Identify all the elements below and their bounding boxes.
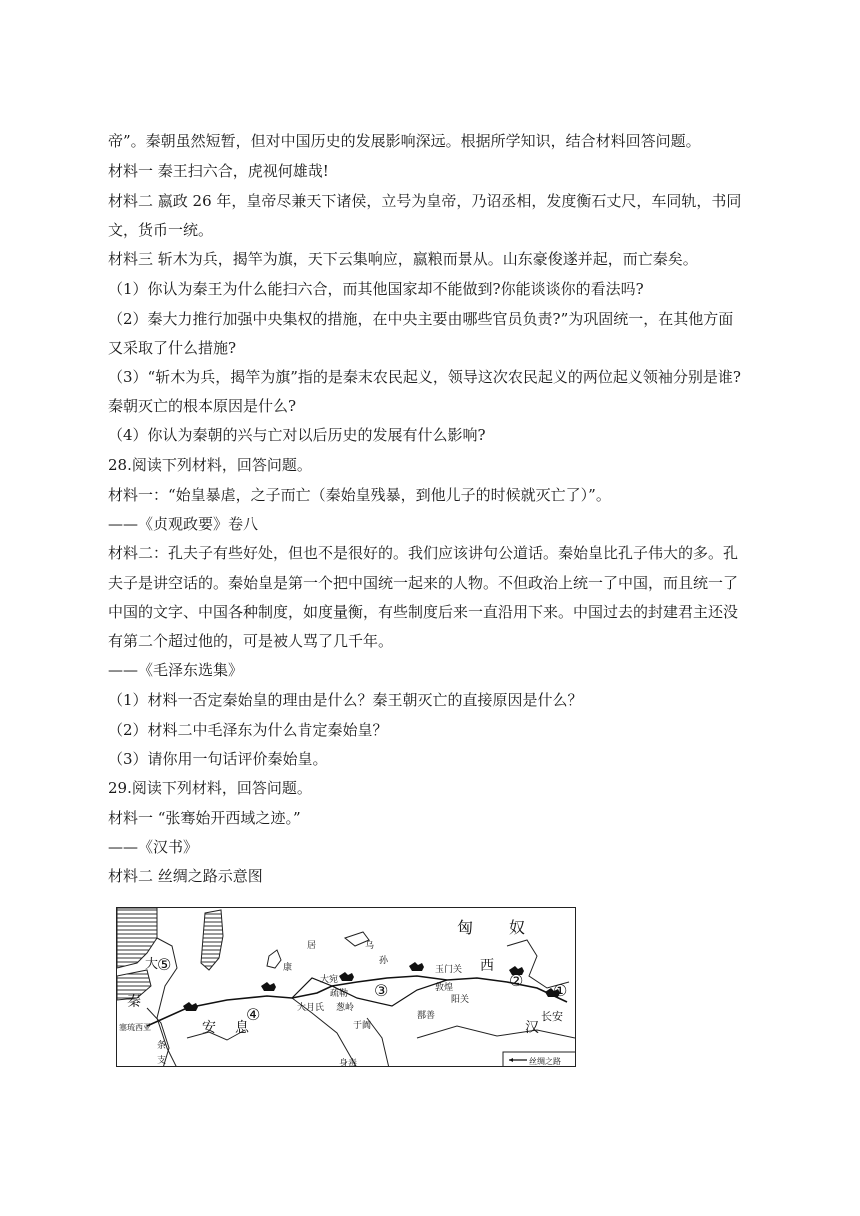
question-line: （3）请你用一句话评价秦始皇。 (108, 750, 328, 768)
text-line: 材料三 斩木为兵，揭竿为旗，天下云集响应，嬴粮而景从。山东豪俊遂并起，而亡秦矣。 (108, 250, 698, 268)
label-pamir: 葱岭 (336, 1003, 355, 1013)
silk-road-map (116, 907, 576, 1067)
marker-1: ① (553, 981, 568, 1000)
question-line: 秦朝灭亡的根本原因是什么? (108, 397, 297, 415)
camel-icons (183, 962, 560, 1011)
text-line: 材料二：孔夫子有些好处，但也不是很好的。我们应该讲句公道话。秦始皇比孔子伟大的多。孔 (108, 544, 739, 562)
citation: ——《贞观政要》卷八 (108, 515, 259, 533)
label-shanshan: 鄯善 (417, 1011, 436, 1021)
label-han: 汉 (525, 1020, 539, 1036)
label-ju: 居 (307, 941, 317, 951)
silk-road-map-svg (117, 908, 576, 1067)
text-line: 夫子是讲空话的。秦始皇是第一个把中国统一起来的人物。不但政治上统一了中国，而且统一了 (108, 574, 739, 592)
citation: ——《汉书》 (108, 838, 199, 856)
aral-lake (267, 950, 281, 968)
label-da: 大 (145, 957, 159, 972)
label-dayuezhi: 大月氏 (297, 1003, 325, 1013)
question-line: （2）秦大力推行加强中央集权的措施，在中央主要由哪些官员负责?”为巩固统一，在其他方面 (108, 310, 734, 328)
caspian-sea-area (201, 910, 223, 970)
text-line: 材料一 “张骞始开西域之迹。” (108, 809, 301, 827)
label-xiongnu-2: 奴 (509, 918, 526, 937)
label-zhi: 支 (157, 1056, 167, 1066)
question-line: （1）材料一否定秦始皇的理由是什么？秦王朝灭亡的直接原因是什么？ (108, 691, 583, 709)
label-xi: 西 (480, 958, 494, 974)
text-line: 帝”。秦朝虽然短暂，但对中国历史的发展影响深远。根据所学知识，结合材料回答问题。 (108, 132, 701, 150)
text-line: 文，货币一统。 (108, 221, 214, 239)
label-yutian: 于阗 (353, 1021, 372, 1031)
text-line: 材料二 丝绸之路示意图 (108, 867, 263, 885)
silk-road-route (147, 976, 567, 1026)
question-line: （3）“斩木为兵，揭竿为旗”指的是秦末农民起义，领导这次农民起义的两位起义领袖分别是谁? (108, 368, 741, 386)
river-4 (417, 1026, 575, 1038)
label-anxi-2: 息 (235, 1020, 249, 1036)
label-qin: 秦 (127, 994, 141, 1010)
label-shule: 疏勒 (330, 989, 349, 999)
legend-arrowhead (509, 1058, 513, 1062)
question-line: （1）你认为秦王为什么能扫六合，而其他国家却不能做到?你能谈谈你的看法吗? (108, 280, 644, 298)
question-line: （4）你认为秦朝的兴与亡对以后历史的发展有什么影响? (108, 426, 486, 444)
label-changan: 长安 (541, 1010, 563, 1023)
label-dawan: 大宛 (320, 975, 339, 985)
label-shendu: 身毒 (339, 1059, 358, 1068)
marker-2: ② (509, 971, 524, 990)
silk-road-branch (292, 978, 447, 1006)
label-anxi-1: 安 (202, 1020, 216, 1036)
text-line: 有第二个超过他的，可是被人骂了几千年。 (108, 632, 394, 650)
question-line: （2）材料二中毛泽东为什么肯定秦始皇？ (108, 721, 388, 739)
label-seleucia: 塞琉西亚 (119, 1023, 151, 1032)
citation: ——《毛泽东选集》 (108, 661, 244, 679)
marker-3: ③ (374, 981, 389, 1000)
text-line: 中国的文字、中国各种制度，如度量衡，有些制度后来一直沿用下来。中国过去的封建君主还没 (108, 603, 739, 621)
section-heading: 29.阅读下列材料，回答问题。 (108, 779, 312, 797)
label-tiao: 条 (157, 1041, 167, 1051)
text-line: 材料一 秦王扫六合，虎视何雄哉! (108, 162, 329, 180)
marker-5: ⑤ (157, 955, 172, 974)
text-line: 材料二 嬴政 26 年，皇帝尽兼天下诸侯，立号为皇帝，乃诏丞相，发度衡石丈尺，车同轨，书同 (108, 192, 742, 210)
label-yangguan: 阳关 (451, 995, 470, 1005)
text-line: 材料一：“始皇暴虐，之子而亡（秦始皇残暴，到他儿子的时候就灭亡了）”。 (108, 486, 611, 504)
marker-4: ④ (246, 1005, 261, 1024)
label-sun: 孙 (379, 956, 389, 966)
label-legend: 丝绸之路 (529, 1057, 561, 1066)
label-wu: 乌 (365, 941, 375, 951)
question-line: 又采取了什么措施? (108, 339, 237, 357)
section-heading: 28.阅读下列材料，回答问题。 (108, 456, 312, 474)
label-kang: 康 (283, 963, 293, 973)
label-xiongnu-1: 匈 (457, 918, 474, 937)
label-dunhuang: 敦煌 (435, 983, 454, 993)
label-yumenguan: 玉门关 (435, 965, 463, 975)
